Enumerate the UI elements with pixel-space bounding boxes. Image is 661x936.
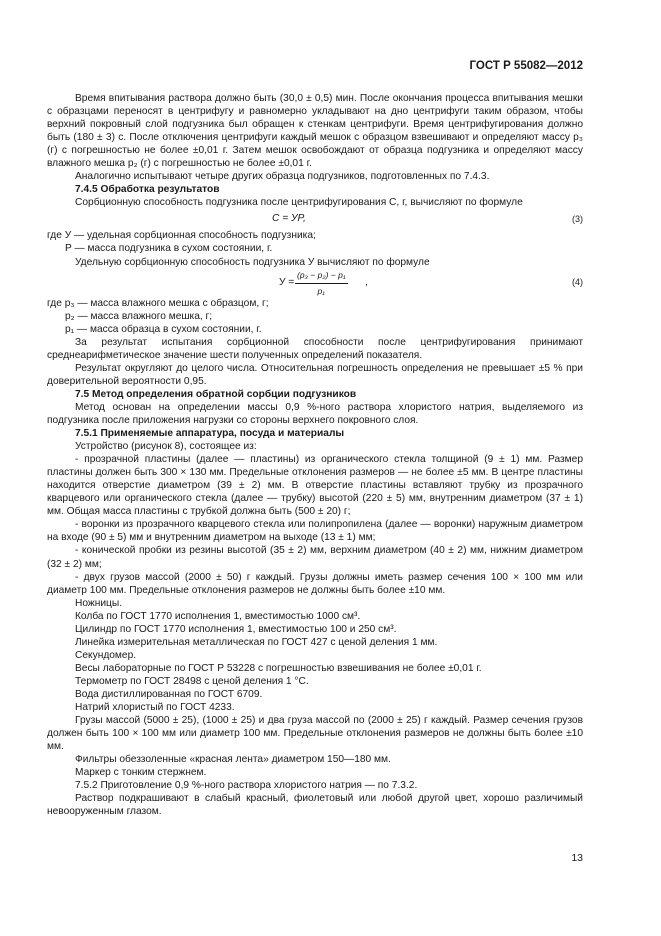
- paragraph: Фильтры обеззоленные «красная лента» диаметром 150—180 мм.: [75, 754, 391, 766]
- list-item: - двух грузов массой (2000 ± 50) г каждый. Грузы должны иметь размер сечения 100 × 100 мм или диаметр 100 мм. Предельные отклонения размеров не должны быть более ±10 мм.: [47, 571, 583, 596]
- formula-fraction: [295, 269, 348, 298]
- document-header: ГОСТ Р 55082—2012: [469, 60, 583, 72]
- paragraph: Термометр по ГОСТ 28498 с ценой деления 1 °С.: [75, 675, 309, 687]
- paragraph: За результат испытания сорбционной способности после центрифугирования принимают среднеарифметическое значение шести полученных определений показателя.: [47, 336, 583, 361]
- paragraph: Весы лабораторные по ГОСТ Р 53228 с погрешностью взвешивания не более ±0,01 г.: [75, 662, 482, 674]
- list-item: - конической пробки из резины высотой (35 ± 2) мм, верхним диаметром (40 ± 2) мм, нижним диаметром (32 ± 2) мм;: [47, 545, 583, 570]
- where-clause: p₁ — масса образца в сухом состоянии, г.: [65, 323, 262, 335]
- where-clause: p₂ — масса влажного мешка, г;: [65, 310, 213, 322]
- paragraph: Сорбционную способность подгузника после центрифугирования C, г, вычисляют по формуле: [75, 197, 523, 209]
- formula-4: [47, 269, 583, 297]
- formula-lhs: У =: [279, 276, 295, 288]
- paragraph: Натрий хлористый по ГОСТ 4233.: [75, 702, 235, 714]
- paragraph: Аналогично испытывают четыре других образца подгузников, подготовленных по 7.4.3.: [75, 171, 490, 183]
- formula-denominator: p₁: [317, 285, 325, 296]
- list-item: - воронки из прозрачного кварцевого стекла или полипропилена (далее — воронки) наружным диаметром на входе (90 ± 5) мм и внутренним диаметром на выходе (13 ± 1) мм;: [47, 519, 583, 544]
- formula-numerator: (p₃ − p₂) − p₁: [295, 269, 348, 284]
- paragraph: 7.5.2 Приготовление 0,9 %-ного раствора хлористого натрия — по 7.3.2.: [75, 780, 418, 792]
- where-clause: P — масса подгузника в сухом состоянии, г.: [65, 243, 273, 255]
- paragraph: Время впитывания раствора должно быть (30,0 ± 0,5) мин. После окончания процесса впитывания мешки с образцами переносят в центрифугу и равномерно укладывают на дно центрифуги таким образом, чтобы верхний покровный слой подгузника был обращен к стенкам центрифуги. Время центрифугирования должно быть (180 ± 3) с. После отключения центрифуги каждый мешок с образцом взвешивают и определяют массу p₃ (г) с погрешностью не более ±0,01 г. Затем мешок освобождают от образца подгузника и определяют массу влажного мешка p₂ (г) с погрешностью не более ±0,01 г.: [47, 93, 583, 170]
- section-heading: 7.4.5 Обработка результатов: [75, 184, 220, 196]
- formula-expression: C = УP,: [272, 213, 306, 225]
- section-heading: 7.5 Метод определения обратной сорбции подгузников: [75, 388, 357, 400]
- list-item: - прозрачной пластины (далее — пластины) из органического стекла толщиной (9 ± 1) мм. Размер пластины должен быть 300 × 130 мм. Предельные отклонения размеров — не более ±5 мм. В центре пластины находится отверстие диаметром (39 ± 2) мм. В отверстие пластины вставляют трубку из прозрачного кварцевого или органического стекла (далее — трубку) высотой (220 ± 5) мм, внутренним диаметром (37 ± 1) мм. Общая масса пластины с трубкой должна быть (500 ± 20) г;: [47, 454, 583, 518]
- paragraph: Маркер с тонким стержнем.: [75, 767, 207, 779]
- paragraph: Секундомер.: [75, 649, 137, 661]
- section-heading: 7.5.1 Применяемые аппаратура, посуда и материалы: [75, 428, 345, 440]
- where-clause: где p₃ — масса влажного мешка с образцом, г;: [47, 297, 269, 309]
- paragraph: Метод основан на определении массы 0,9 %-ного раствора хлористого натрия, выделяемого из подгузника после приложения нагрузки со стороны верхнего покровного слоя.: [47, 401, 583, 426]
- document-body: [47, 92, 583, 818]
- paragraph: Раствор подкрашивают в слабый красный, фиолетовый или любой другой цвет, хорошо различимый невооруженным глазом.: [47, 793, 583, 818]
- paragraph: Линейка измерительная металлическая по ГОСТ 427 с ценой деления 1 мм.: [75, 636, 438, 648]
- formula-number: (3): [572, 214, 583, 225]
- formula-comma: ,: [365, 276, 368, 288]
- paragraph: Вода дистиллированная по ГОСТ 6709.: [75, 688, 263, 700]
- where-clause: где У — удельная сорбционная способность подгузника;: [47, 230, 316, 242]
- paragraph: Грузы массой (5000 ± 25), (1000 ± 25) и два груза массой по (2000 ± 25) г каждый. Размер сечения грузов должен быть 100 × 100 мм или диаметр 100 мм. Предельные отклонения размеров не должны быть более ±10 мм.: [47, 715, 583, 753]
- formula-3: [47, 209, 583, 229]
- page-number: 13: [571, 852, 583, 864]
- paragraph: Результат округляют до целого числа. Относительная погрешность определения не превышает ±5 % при доверительной вероятности 0,95.: [47, 362, 583, 387]
- paragraph: Ножницы.: [75, 597, 123, 609]
- paragraph: Удельную сорбционную способность подгузника У вычисляют по формуле: [75, 256, 430, 268]
- paragraph: Колба по ГОСТ 1770 исполнения 1, вместимостью 1000 см³.: [75, 610, 361, 622]
- paragraph: Устройство (рисунок 8), состоящее из:: [75, 441, 257, 453]
- formula-number: (4): [572, 276, 583, 287]
- paragraph: Цилиндр по ГОСТ 1770 исполнения 1, вместимостью 100 и 250 см³.: [75, 623, 397, 635]
